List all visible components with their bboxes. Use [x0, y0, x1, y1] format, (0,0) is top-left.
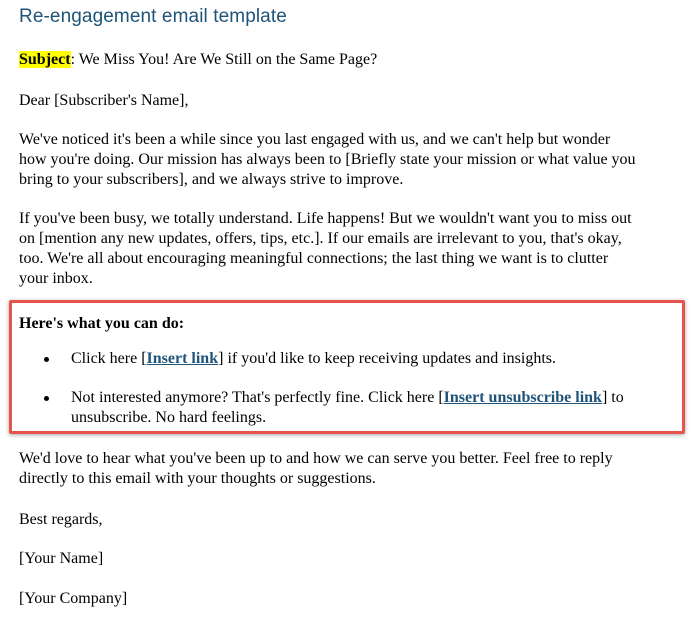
paragraph-line: bring to your subscribers], and we always strive to improve.: [19, 171, 404, 188]
paragraph-line: how you're doing. Our mission has always been to [Briefly state your mission or what value you: [19, 151, 636, 168]
signoff: Best regards,: [19, 511, 103, 528]
subject-line: [19, 50, 689, 70]
paragraph-busy: [19, 209, 689, 289]
page-title: Re-engagement email template: [19, 6, 287, 27]
paragraph-line: If you've been busy, we totally understand. Life happens! But we wouldn't want you to miss out: [19, 210, 632, 227]
greeting: Dear [Subscriber's Name],: [19, 92, 189, 109]
bullet-text: Not interested anymore? That's perfectly fine. Click here [Insert unsubscribe link] to unsubscribe. No hard feelings.: [71, 389, 624, 426]
bullet-icon: [44, 396, 49, 401]
paragraph-reply: [19, 449, 689, 489]
list-item: [44, 388, 674, 428]
list-item: [44, 349, 674, 369]
insert-link[interactable]: Insert link: [146, 350, 219, 367]
paragraph-line: too. We're all about encouraging meaningful connections; the last thing we want is to clutter: [19, 250, 609, 267]
insert-unsubscribe-link[interactable]: Insert unsubscribe link: [443, 389, 602, 406]
subject-label: Subject: [19, 51, 71, 68]
sender-company: [Your Company]: [19, 590, 128, 607]
paragraph-intro: [19, 130, 689, 190]
callout-heading: Here's what you can do:: [19, 315, 185, 332]
bullet-icon: [44, 357, 49, 362]
subject-text: : We Miss You! Are We Still on the Same Page?: [70, 51, 378, 68]
bullet-text: Click here [Insert link] if you'd like to keep receiving updates and insights.: [71, 350, 557, 367]
paragraph-line: We've noticed it's been a while since you last engaged with us, and we can't help but wonder: [19, 131, 611, 148]
paragraph-line: on [mention any new updates, offers, tips, etc.]. If our emails are irrelevant to you, that's okay,: [19, 230, 622, 247]
sender-name: [Your Name]: [19, 550, 104, 567]
paragraph-line: directly to this email with your thoughts or suggestions.: [19, 470, 376, 487]
paragraph-line: your inbox.: [19, 270, 93, 287]
paragraph-line: We'd love to hear what you've been up to and how we can serve you better. Feel free to reply: [19, 450, 613, 467]
